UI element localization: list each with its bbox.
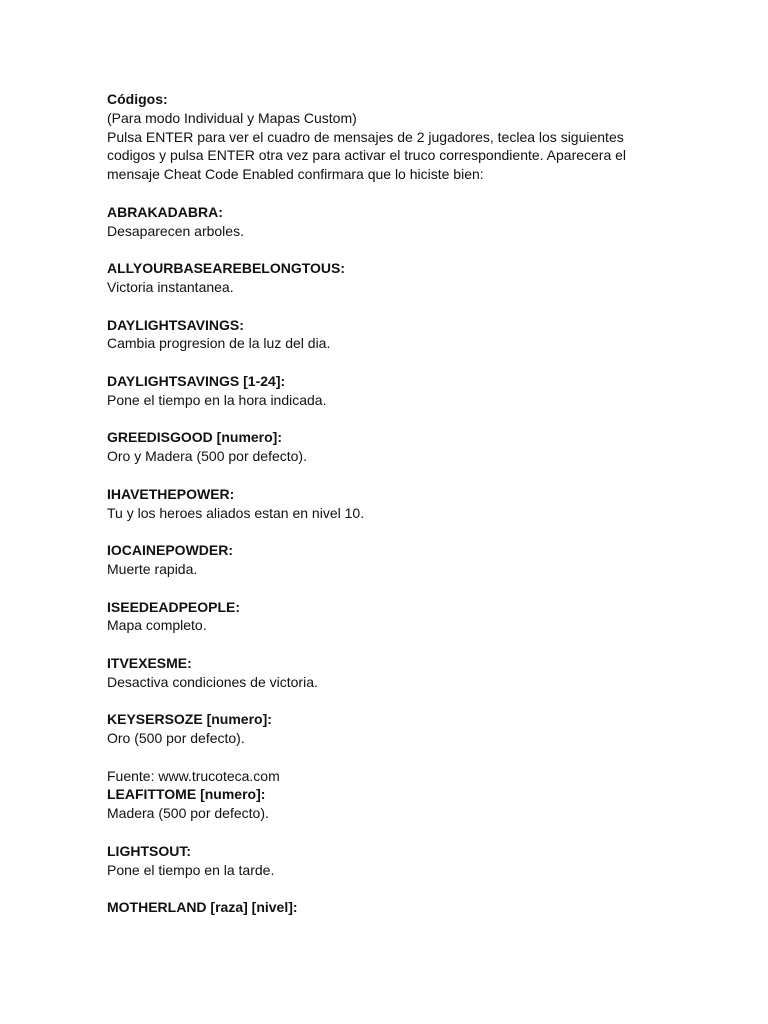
- code-description: Desactiva condiciones de victoria.: [107, 673, 318, 690]
- code-name: ISEEDEADPEOPLE:: [107, 598, 241, 615]
- code-description: Oro (500 por defecto).: [107, 730, 245, 747]
- code-entry: [107, 372, 638, 410]
- code-description: Victoria instantanea.: [107, 278, 234, 295]
- code-name: MOTHERLAND [raza] [nivel]:: [107, 899, 298, 916]
- page-subtitle: (Para modo Individual y Mapas Custom): [107, 109, 357, 126]
- code-entry: [107, 710, 638, 748]
- code-entry: [107, 541, 638, 579]
- code-name: LIGHTSOUT:: [107, 842, 191, 859]
- code-entry: [107, 485, 638, 523]
- code-description: Pone el tiempo en la hora indicada.: [107, 391, 327, 408]
- code-name: ABRAKADABRA:: [107, 203, 223, 220]
- code-description: Mapa completo.: [107, 617, 207, 634]
- code-description: Tu y los heroes aliados estan en nivel 10.: [107, 504, 365, 521]
- code-name: DAYLIGHTSAVINGS:: [107, 316, 244, 333]
- source-line: Fuente: www.trucoteca.com: [107, 767, 280, 784]
- code-description: Desaparecen arboles.: [107, 222, 244, 239]
- code-name: IHAVETHEPOWER:: [107, 485, 235, 502]
- code-entry: [107, 428, 638, 466]
- code-name: DAYLIGHTSAVINGS [1-24]:: [107, 372, 286, 389]
- code-entry: [107, 898, 638, 917]
- code-entry: [107, 785, 638, 823]
- intro-block: [107, 90, 638, 184]
- code-name: IOCAINEPOWDER:: [107, 542, 233, 559]
- code-name: ITVEXESME:: [107, 654, 192, 671]
- code-description: Pone el tiempo en la tarde.: [107, 861, 275, 878]
- code-entry: [107, 842, 638, 880]
- code-description: Cambia progresion de la luz del dia.: [107, 335, 331, 352]
- code-name: KEYSERSOZE [numero]:: [107, 711, 272, 728]
- code-name: LEAFITTOME [numero]:: [107, 786, 266, 803]
- code-name: ALLYOURBASEAREBELONGTOUS:: [107, 260, 346, 277]
- code-entry: [107, 598, 638, 636]
- intro-line-3: mensaje Cheat Code Enabled confirmara que lo hiciste bien:: [107, 166, 484, 183]
- code-description: Oro y Madera (500 por defecto).: [107, 448, 307, 465]
- code-description: Muerte rapida.: [107, 560, 198, 577]
- page-title: Códigos:: [107, 91, 168, 107]
- intro-line-1: Pulsa ENTER para ver el cuadro de mensajes de 2 jugadores, teclea los siguientes: [107, 128, 624, 145]
- intro-line-2: codigos y pulsa ENTER otra vez para activar el truco correspondiente. Aparecera el: [107, 147, 627, 164]
- code-entry: [107, 316, 638, 354]
- code-entry: [107, 654, 638, 692]
- code-name: GREEDISGOOD [numero]:: [107, 429, 283, 446]
- code-entry: [107, 203, 638, 241]
- code-description: Madera (500 por defecto).: [107, 805, 269, 822]
- code-entry: [107, 259, 638, 297]
